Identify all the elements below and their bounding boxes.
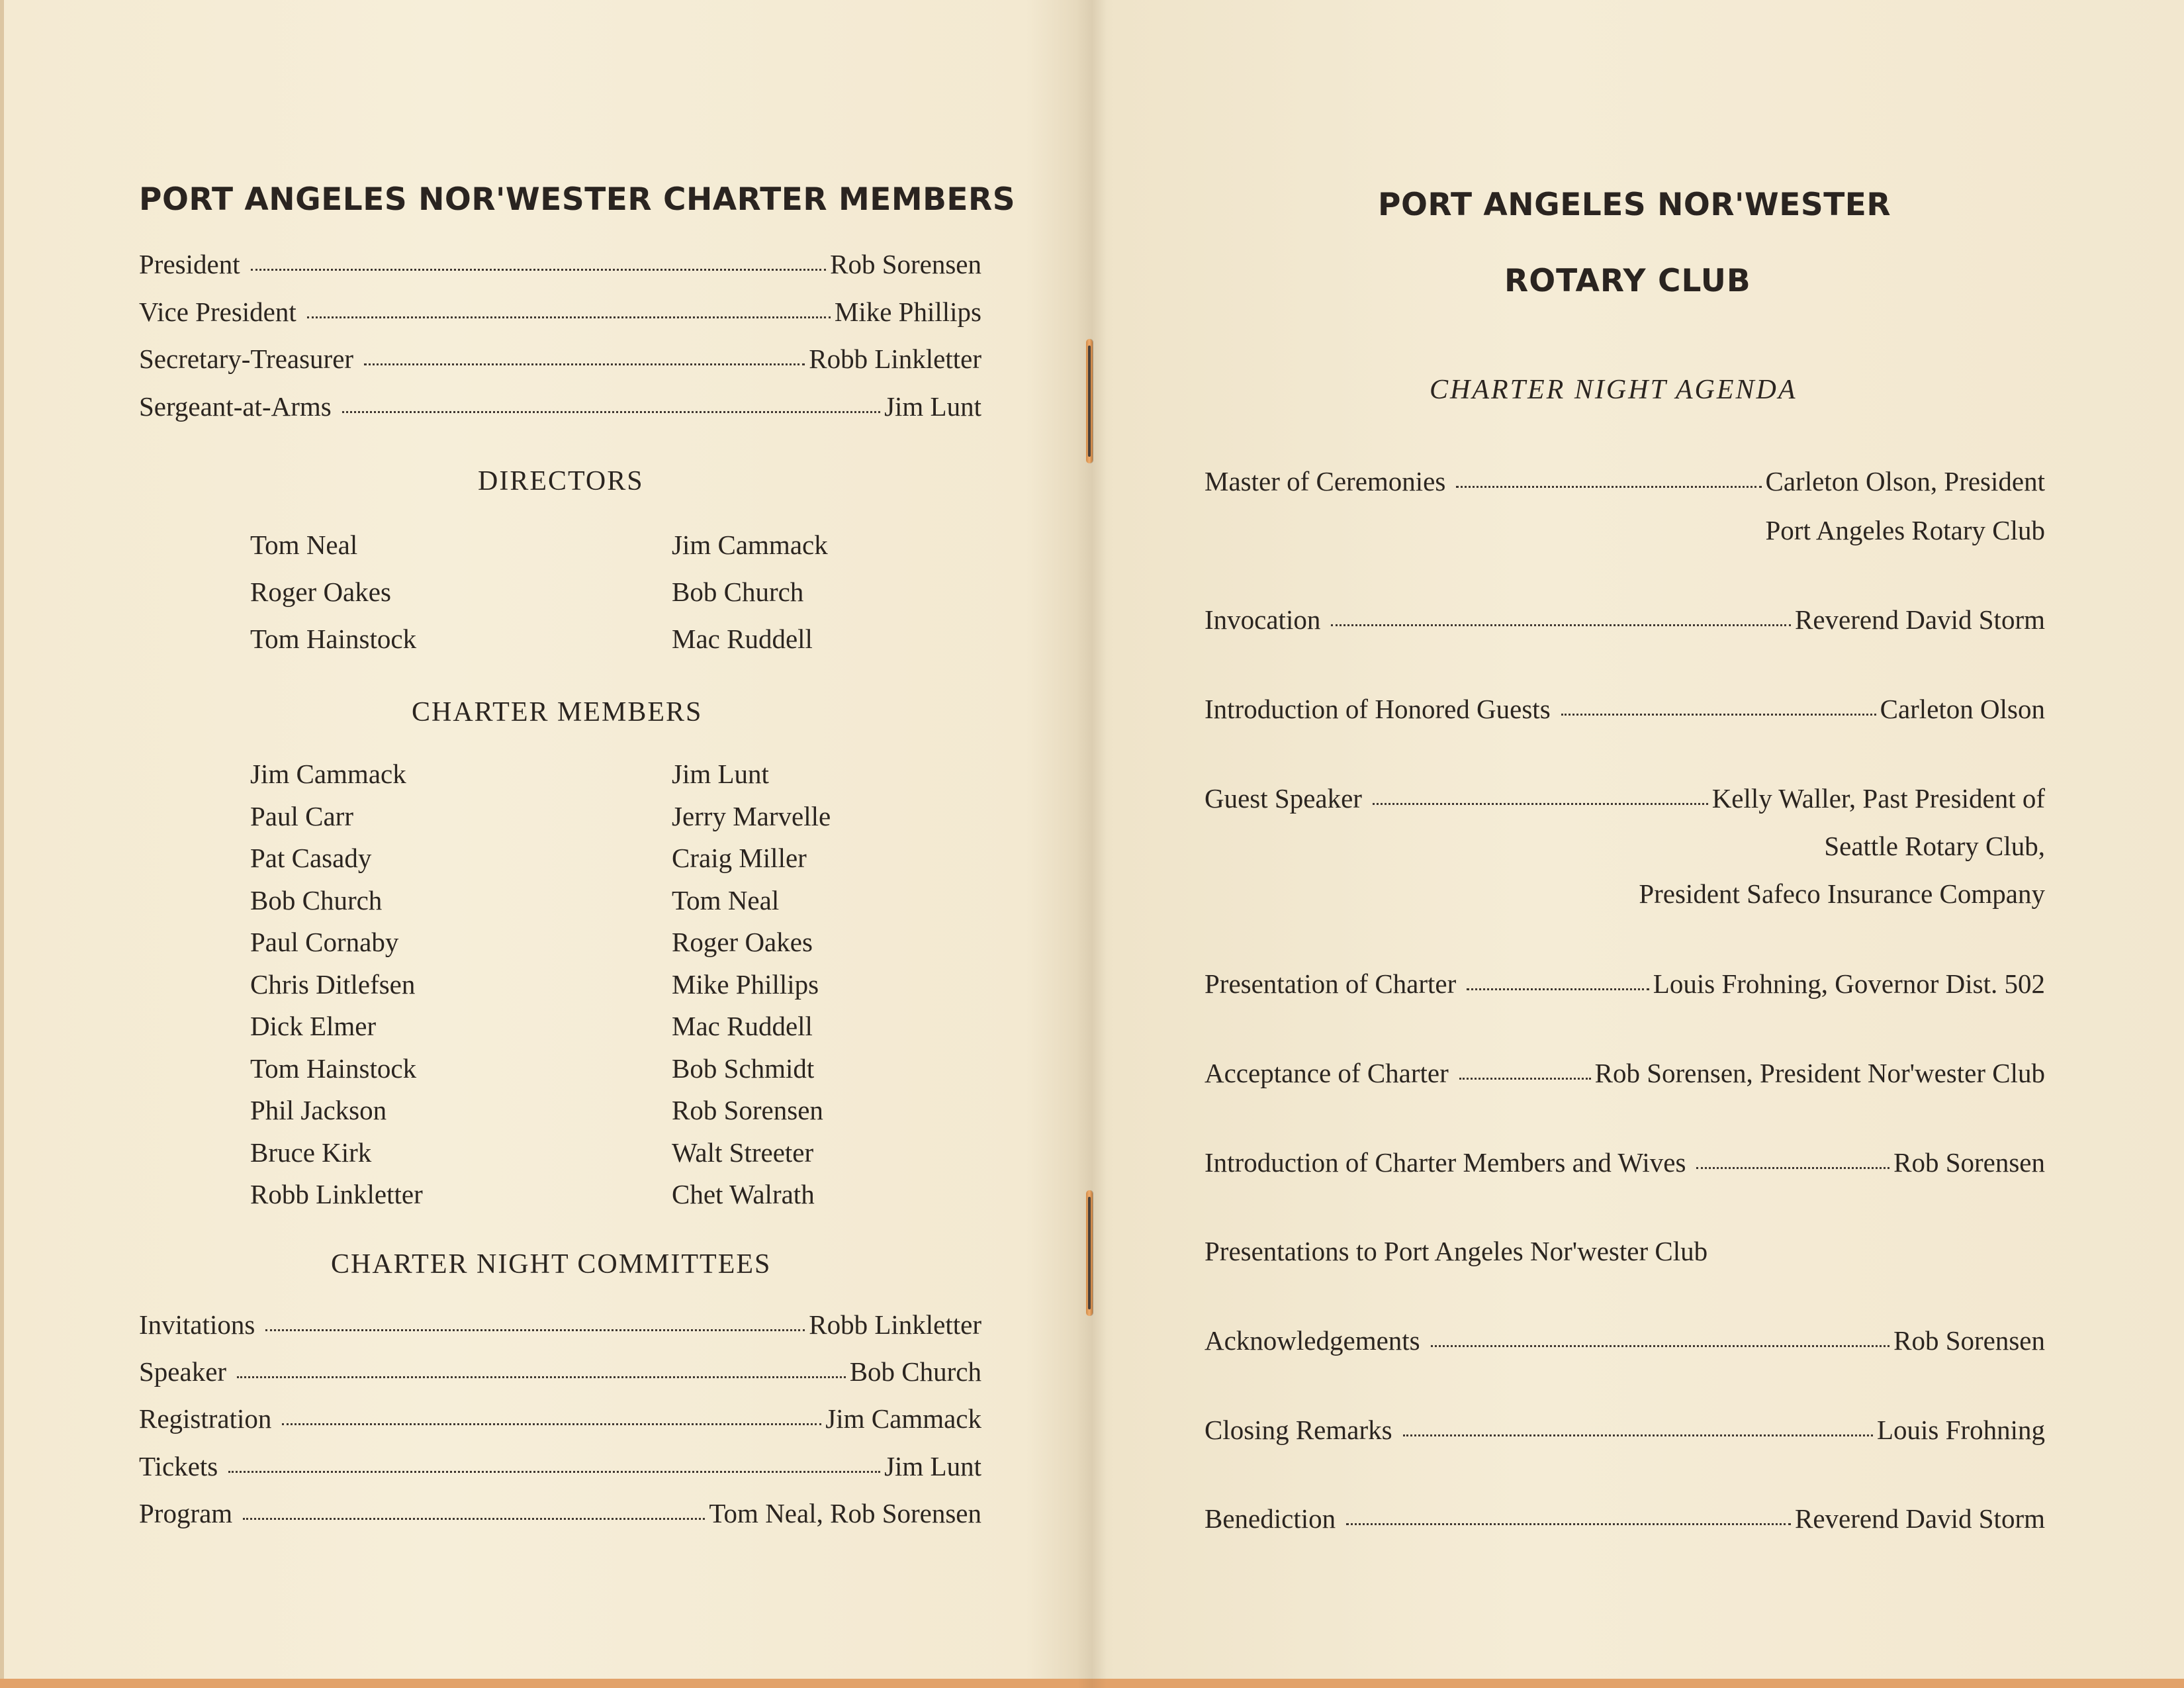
member-name: Mike Phillips bbox=[672, 968, 819, 1000]
member-name: Jerry Marvelle bbox=[672, 800, 831, 831]
agenda-row bbox=[1205, 604, 2045, 635]
agenda-item: Benediction bbox=[1205, 1503, 1336, 1534]
member-name: Chet Walrath bbox=[672, 1179, 815, 1209]
committee-row bbox=[139, 1497, 981, 1529]
committee-name: Jim Lunt bbox=[884, 1451, 981, 1481]
committee-row bbox=[139, 1403, 981, 1434]
member-name: Mac Ruddell bbox=[672, 1011, 813, 1041]
member-name: Rob Sorensen bbox=[672, 1095, 823, 1125]
member-name: Tom Hainstock bbox=[250, 1053, 417, 1084]
member-name: Roger Oakes bbox=[672, 927, 813, 957]
center-fold bbox=[1077, 0, 1107, 1688]
director-name: Mac Ruddell bbox=[672, 624, 813, 654]
agenda-person: Rob Sorensen bbox=[1893, 1147, 2045, 1178]
member-name: Paul Carr bbox=[250, 800, 353, 831]
agenda-item: Introduction of Honored Guests bbox=[1205, 694, 1551, 724]
agenda-item: Invocation bbox=[1205, 604, 1321, 635]
committee-name: Jim Cammack bbox=[825, 1403, 981, 1434]
committee-name: Bob Church bbox=[849, 1356, 981, 1387]
officer-row bbox=[139, 343, 981, 375]
officer-row bbox=[139, 391, 981, 422]
member-name: Robb Linkletter bbox=[250, 1179, 423, 1209]
left-page-title: PORT ANGELES NOR'WESTER CHARTER MEMBERS bbox=[139, 181, 1016, 218]
member-name: Bob Schmidt bbox=[672, 1053, 815, 1084]
agenda-title: CHARTER NIGHT AGENDA bbox=[1430, 375, 1797, 405]
committee-row bbox=[139, 1356, 981, 1387]
committee-role: Tickets bbox=[139, 1451, 218, 1481]
agenda-row bbox=[1205, 1057, 2045, 1089]
director-name: Roger Oakes bbox=[250, 577, 391, 607]
agenda-person-continued: Seattle Rotary Club, bbox=[1824, 831, 2045, 861]
committee-role: Invitations bbox=[139, 1309, 255, 1340]
member-name: Walt Streeter bbox=[672, 1137, 814, 1168]
officer-name: Robb Linkletter bbox=[809, 344, 981, 374]
directors-list-right bbox=[672, 522, 828, 663]
agenda-row bbox=[1205, 1414, 2045, 1446]
committee-row bbox=[139, 1450, 981, 1482]
officer-name: Rob Sorensen bbox=[830, 249, 981, 279]
member-name: Pat Casady bbox=[250, 843, 372, 873]
members-list-left bbox=[250, 753, 423, 1216]
officer-row bbox=[139, 248, 981, 280]
member-name: Jim Lunt bbox=[672, 759, 769, 789]
agenda-person: Louis Frohning bbox=[1877, 1415, 2045, 1445]
agenda-person: Reverend David Storm bbox=[1794, 604, 2045, 635]
agenda-item: Master of Ceremonies bbox=[1205, 466, 1446, 496]
officer-row bbox=[139, 296, 981, 328]
agenda-person-continued: Port Angeles Rotary Club bbox=[1765, 515, 2045, 545]
member-name: Phil Jackson bbox=[250, 1095, 387, 1125]
director-name: Jim Cammack bbox=[672, 530, 828, 560]
charter-members-heading: CHARTER MEMBERS bbox=[412, 697, 703, 727]
member-name: Bob Church bbox=[250, 884, 383, 915]
officer-role: Vice President bbox=[139, 297, 296, 327]
agenda-person: Kelly Waller, Past President of bbox=[1711, 783, 2045, 814]
right-page-subtitle: ROTARY CLUB bbox=[1504, 263, 1751, 299]
member-name: Tom Neal bbox=[672, 884, 780, 915]
director-name: Tom Neal bbox=[250, 530, 358, 560]
staple-top bbox=[1086, 339, 1093, 463]
staple-bottom bbox=[1086, 1190, 1093, 1316]
agenda-row bbox=[1205, 782, 2045, 814]
right-page-title: PORT ANGELES NOR'WESTER bbox=[1378, 187, 1891, 223]
agenda-item: Presentations to Port Angeles Nor'wester Club bbox=[1205, 1236, 1708, 1266]
directors-list-left bbox=[250, 522, 416, 663]
agenda-row bbox=[1205, 465, 2045, 497]
agenda-person: Louis Frohning, Governor Dist. 502 bbox=[1653, 968, 2045, 999]
committee-role: Registration bbox=[139, 1403, 272, 1434]
committees-heading: CHARTER NIGHT COMMITTEES bbox=[331, 1249, 772, 1280]
agenda-item: Introduction of Charter Members and Wives bbox=[1205, 1147, 1686, 1178]
director-name: Bob Church bbox=[672, 577, 804, 607]
agenda-item: Guest Speaker bbox=[1205, 783, 1362, 814]
member-name: Craig Miller bbox=[672, 843, 807, 873]
officer-role: Secretary-Treasurer bbox=[139, 344, 354, 374]
officer-role: President bbox=[139, 249, 240, 279]
committee-role: Program bbox=[139, 1498, 233, 1528]
agenda-row bbox=[1205, 1147, 2045, 1178]
member-name: Paul Cornaby bbox=[250, 927, 399, 957]
officer-name: Mike Phillips bbox=[834, 297, 981, 327]
committee-role: Speaker bbox=[139, 1356, 227, 1387]
agenda-person-continued: President Safeco Insurance Company bbox=[1639, 878, 2045, 909]
officer-role: Sergeant-at-Arms bbox=[139, 391, 332, 422]
agenda-item: Presentation of Charter bbox=[1205, 968, 1457, 999]
agenda-item: Acknowledgements bbox=[1205, 1325, 1420, 1356]
agenda-person: Carleton Olson, President bbox=[1765, 466, 2045, 496]
agenda-row bbox=[1205, 1325, 2045, 1356]
directors-heading: DIRECTORS bbox=[478, 466, 644, 496]
member-name: Dick Elmer bbox=[250, 1011, 377, 1041]
director-name: Tom Hainstock bbox=[250, 624, 417, 654]
page-edge-left bbox=[0, 0, 4, 1688]
agenda-person: Reverend David Storm bbox=[1794, 1503, 2045, 1534]
member-name: Chris Ditlefsen bbox=[250, 968, 416, 1000]
committee-name: Robb Linkletter bbox=[809, 1309, 981, 1340]
agenda-person: Carleton Olson bbox=[1880, 694, 2045, 724]
agenda-person: Rob Sorensen, President Nor'wester Club bbox=[1594, 1058, 2045, 1088]
officer-name: Jim Lunt bbox=[884, 391, 981, 422]
agenda-item: Acceptance of Charter bbox=[1205, 1058, 1449, 1088]
member-name: Jim Cammack bbox=[250, 759, 406, 789]
agenda-item: Closing Remarks bbox=[1205, 1415, 1392, 1445]
member-name: Bruce Kirk bbox=[250, 1137, 372, 1168]
agenda-row bbox=[1205, 968, 2045, 1000]
agenda-row bbox=[1205, 1503, 2045, 1534]
members-list-right bbox=[672, 753, 831, 1216]
agenda-person: Rob Sorensen bbox=[1893, 1325, 2045, 1356]
committee-row bbox=[139, 1309, 981, 1340]
committee-name: Tom Neal, Rob Sorensen bbox=[709, 1498, 981, 1528]
agenda-row bbox=[1205, 693, 2045, 725]
